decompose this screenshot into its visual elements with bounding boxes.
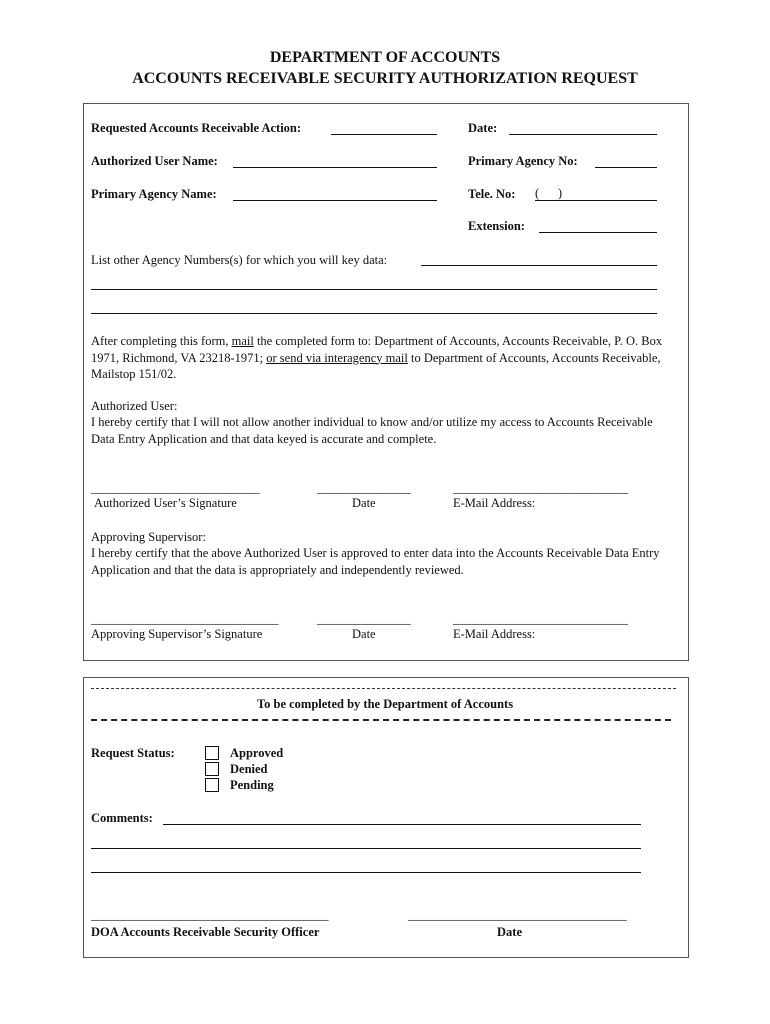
primary-agency-no-field[interactable] [595, 167, 657, 168]
other-agency-field-1[interactable] [421, 265, 657, 266]
other-agency-field-2[interactable] [91, 289, 657, 290]
dashed-divider-top [91, 688, 676, 689]
request-status-label: Request Status: [91, 746, 175, 760]
authorized-user-email-label: E-Mail Address: [453, 496, 536, 510]
comments-field-2[interactable] [91, 848, 641, 849]
authorized-user-signature-line[interactable]: ___________________________ [91, 481, 260, 495]
primary-agency-name-label: Primary Agency Name: [91, 187, 217, 201]
tele-no-field[interactable] [535, 200, 657, 201]
pending-checkbox[interactable] [205, 778, 219, 792]
approved-checkbox[interactable] [205, 746, 219, 760]
supervisor-certification: I hereby certify that the above Authorized User is approved to enter data into the Accounts Receivable Data Entry Application and that the data is appropriately and independently reviewed. [91, 546, 660, 577]
authorized-user-name-field[interactable] [233, 167, 437, 168]
authorized-user-name-label: Authorized User Name: [91, 154, 218, 168]
denied-label: Denied [230, 762, 268, 776]
mailing-instructions: After completing this form, mail the completed form to: Department of Accounts, Accounts Receivable, P. O. Box 1971, Richmond, VA 23218-1971; or send via interagency mail to Department of Accounts, Accounts Receivable, Mailstop 151/02. [91, 334, 663, 381]
requested-action-label: Requested Accounts Receivable Action: [91, 121, 302, 135]
primary-agency-name-field[interactable] [233, 200, 437, 201]
tele-no-label: Tele. No: [468, 187, 516, 201]
approved-label: Approved [230, 746, 284, 760]
extension-label: Extension: [468, 219, 525, 233]
doa-officer-signature-line[interactable]: ______________________________________ [91, 908, 329, 922]
comments-label: Comments: [91, 811, 153, 825]
dashed-divider-bottom [91, 719, 671, 721]
authorized-user-heading: Authorized User: [91, 399, 178, 413]
supervisor-date-label: Date [352, 627, 376, 641]
supervisor-signature-label: Approving Supervisor’s Signature [91, 627, 263, 641]
extension-field[interactable] [539, 232, 657, 233]
authorized-user-date-line[interactable]: _______________ [317, 481, 411, 495]
tele-area-code[interactable]: ( ) [535, 186, 563, 200]
other-agency-label: List other Agency Numbers(s) for which you will key data: [91, 253, 388, 267]
requested-action-field[interactable] [331, 134, 437, 135]
pending-label: Pending [230, 778, 274, 792]
supervisor-signature-line[interactable]: ______________________________ [91, 612, 279, 626]
date-label: Date: [468, 121, 498, 135]
form-title-line2: ACCOUNTS RECEIVABLE SECURITY AUTHORIZATION REQUEST [132, 70, 638, 87]
authorized-user-email-line[interactable]: ____________________________ [453, 481, 628, 495]
doa-date-line[interactable]: ___________________________________ [408, 908, 627, 922]
doa-officer-label: DOA Accounts Receivable Security Officer [91, 925, 320, 939]
primary-agency-no-label: Primary Agency No: [468, 154, 578, 168]
comments-field-1[interactable] [163, 824, 641, 825]
form-title-line1: DEPARTMENT OF ACCOUNTS [269, 49, 501, 66]
comments-field-3[interactable] [91, 872, 641, 873]
supervisor-email-label: E-Mail Address: [453, 627, 536, 641]
authorized-user-signature-label: Authorized User’s Signature [94, 496, 237, 510]
doa-date-label: Date [497, 925, 522, 939]
date-field[interactable] [509, 134, 657, 135]
other-agency-field-3[interactable] [91, 313, 657, 314]
supervisor-heading: Approving Supervisor: [91, 530, 206, 544]
authorized-user-date-label: Date [352, 496, 376, 510]
denied-checkbox[interactable] [205, 762, 219, 776]
authorized-user-certification: I hereby certify that I will not allow another individual to know and/or utilize my access to Accounts Receivable Data Entry Application and that data keyed is accurate and complete. [91, 415, 653, 446]
doa-section-heading: To be completed by the Department of Accounts [256, 697, 514, 711]
supervisor-date-line[interactable]: _______________ [317, 612, 411, 626]
supervisor-email-line[interactable]: ____________________________ [453, 612, 628, 626]
